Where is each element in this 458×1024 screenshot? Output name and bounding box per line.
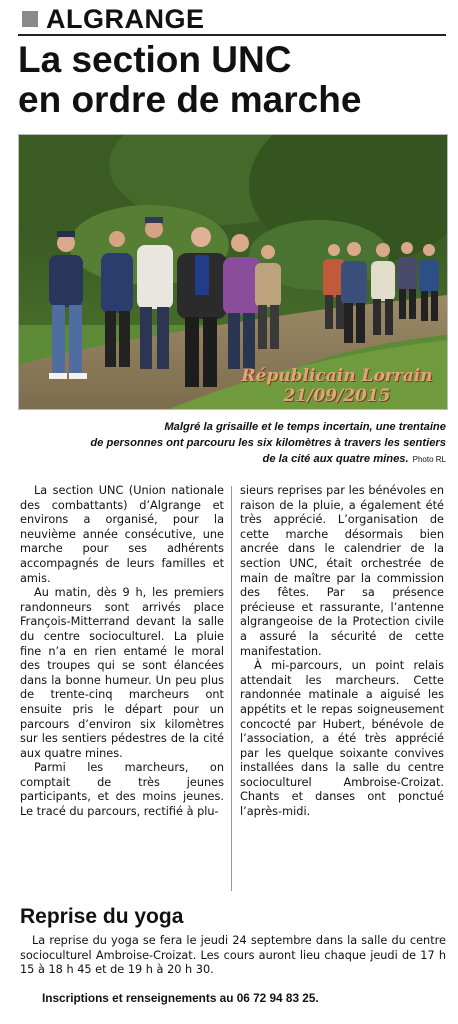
col1-paragraph-3: Parmi les marcheurs, on comptait de très jeunes participants, et des moins jeunes. Le tracé du parcours, rectifié à plu- xyxy=(20,761,224,819)
col1-paragraph-1: La section UNC (Union nationale des combattants) d’Algrange et environs a organisé, pour la neuvième année consécutive, une marche pour ses adhérents accompagnés de leurs familles et amis. xyxy=(20,484,224,585)
watermark-line-1: Républicain Lorrain xyxy=(241,366,433,386)
headline-line-1: La section UNC xyxy=(18,39,292,80)
col2-paragraph-2: À mi-parcours, un point relais attendait les marcheurs. Cette randonnée matinale a aiguisé les appétits et le repas soigneusement concocté par Hubert, bénévole de l’association, a été très apprécié par les quelque soixante convives installées dans la salle du centre socioculturel Ambroise-Croizat. Chants et danses ont ponctué l’après-midi. xyxy=(240,659,444,819)
caption-line-3: de la cité aux quatre mines. xyxy=(262,453,409,465)
col2-paragraph-1: sieurs reprises par les bénévoles en raison de la pluie, a également été très apprécié. L’organisation de cette marche désormais bien ancrée dans le calendrier de la section UNC, était orchestrée de main de maître par la commission des fêtes. Par sa présence précieuse et rassurante, l’antenne algrangeoise de la Protection civile a assuré la sécurité de cette manifestation. xyxy=(240,484,444,658)
article-column-2 xyxy=(240,484,444,820)
yoga-block xyxy=(20,934,446,978)
article-column-1 xyxy=(20,484,224,820)
photo-credit: Photo RL xyxy=(412,455,446,464)
caption-line-3-row xyxy=(20,451,446,468)
headline-line-2: en ordre de marche xyxy=(18,79,362,120)
section-kicker xyxy=(18,6,446,36)
column-divider xyxy=(231,486,232,891)
newspaper-watermark-stamp xyxy=(222,366,452,406)
article-headline xyxy=(18,40,448,120)
watermark-line-2: 21/09/2015 xyxy=(283,386,391,406)
caption-line-1: Malgré la grisaille et le temps incertain, une trentaine xyxy=(164,421,446,433)
yoga-inscriptions: Inscriptions et renseignements au 06 72 94 83 25. xyxy=(42,991,319,1005)
yoga-subheading: Reprise du yoga xyxy=(20,905,184,928)
photo-caption xyxy=(20,419,446,468)
caption-line-2: de personnes ont parcouru les six kilomètres à travers les sentiers xyxy=(90,437,446,449)
kicker-label: ALGRANGE xyxy=(46,4,205,34)
col1-paragraph-2: Au matin, dès 9 h, les premiers randonneurs sont arrivés place François-Mitterrand devant la salle du centre socioculturel. La pluie fine n’a en rien entamé le moral des troupes qui se sont élancées dans la bonne humeur. Un peu plus de trente-cinq marcheurs ont ensuite pris le départ pour un parcours d’environ six kilomètres sur les sentiers pédestres de la cité aux quatre mines. xyxy=(20,586,224,760)
yoga-paragraph: La reprise du yoga se fera le jeudi 24 septembre dans la salle du centre socioculturel Ambroise-Croizat. Les cours auront lieu chaque jeudi de 17 h 15 à 18 h 45 et de 19 h à 20 h 30. xyxy=(20,934,446,976)
kicker-square xyxy=(22,11,38,27)
